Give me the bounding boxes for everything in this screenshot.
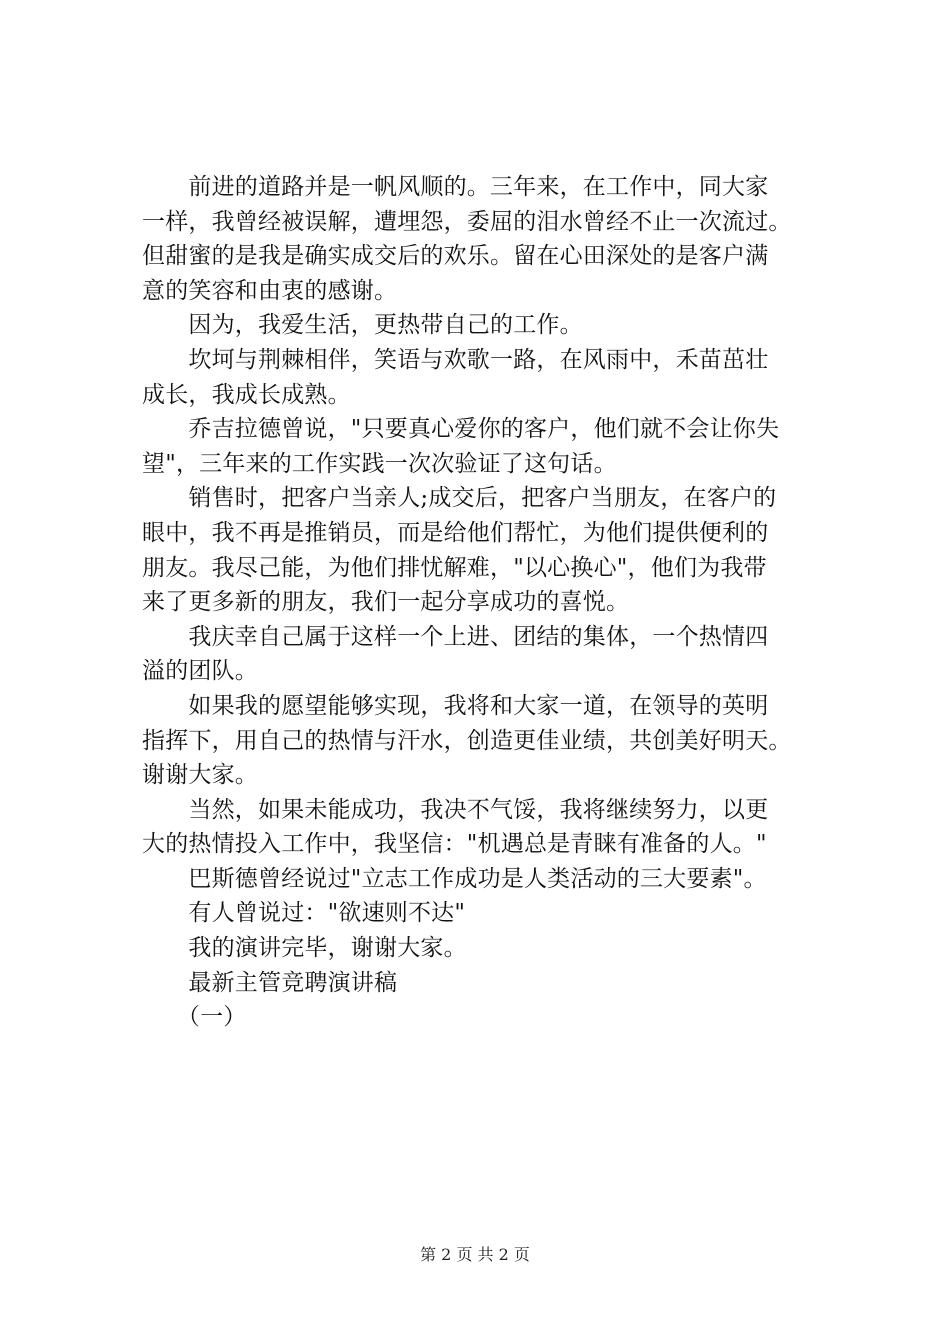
text-line: 我庆幸自己属于这样一个上进、团结的集体，一个热情四 <box>142 623 769 650</box>
text-line: 眼中，我不再是推销员，而是给他们帮忙，为他们提供便利的 <box>142 519 769 546</box>
text-line: 前进的道路并是一帆风顺的。三年来，在工作中，同大家 <box>142 174 769 200</box>
text-line: 销售时，把客户当亲人;成交后，把客户当朋友，在客户的 <box>142 485 777 512</box>
text-line: 大的热情投入工作中，我坚信："机遇总是青睐有准备的人。" <box>142 831 767 858</box>
text-line: 坎坷与荆棘相伴，笑语与欢歌一路，在风雨中，禾苗茁壮 <box>142 346 769 373</box>
text-line: 有人曾说过："欲速则不达" <box>142 900 466 927</box>
text-line: 朋友。我尽己能，为他们排忧解难，"以心换心"，他们为我带 <box>142 554 767 581</box>
text-line: 乔吉拉德曾说，"只要真心爱你的客户，他们就不会让你失 <box>142 416 780 443</box>
text-line: 望"，三年来的工作实践一次次验证了这句话。 <box>142 450 617 477</box>
text-line: 谢谢大家。 <box>142 762 258 789</box>
text-line: 一样，我曾经被误解，遭埋怨，委屈的泪水曾经不止一次流过。 <box>142 208 792 235</box>
document-body <box>142 170 842 1035</box>
text-line: 我的演讲完毕，谢谢大家。 <box>142 935 467 962</box>
text-line: 巴斯德曾经说过"立志工作成功是人类活动的三大要素"。 <box>142 865 767 892</box>
text-line: 意的笑容和由衷的感谢。 <box>142 277 398 304</box>
text-line: 溢的团队。 <box>142 658 258 685</box>
text-line: 指挥下，用自己的热情与汗水，创造更佳业绩，共创美好明天。 <box>142 727 792 754</box>
text-line: 但甜蜜的是我是确实成交后的欢乐。留在心田深处的是客户满 <box>142 243 769 270</box>
text-line: 成长，我成长成熟。 <box>142 381 351 408</box>
text-line: 来了更多新的朋友，我们一起分享成功的喜悦。 <box>142 589 630 616</box>
text-line: 当然，如果未能成功，我决不气馁，我将继续努力，以更 <box>142 796 769 823</box>
section-title: 最新主管竞聘演讲稿 <box>142 969 398 996</box>
text-line: 因为，我爱生活，更热带自己的工作。 <box>142 312 583 339</box>
section-number: （一） <box>142 1004 247 1031</box>
text-line: 如果我的愿望能够实现，我将和大家一道，在领导的英明 <box>142 692 769 719</box>
page-footer: 第 2 页 共 2 页 <box>420 1245 530 1264</box>
